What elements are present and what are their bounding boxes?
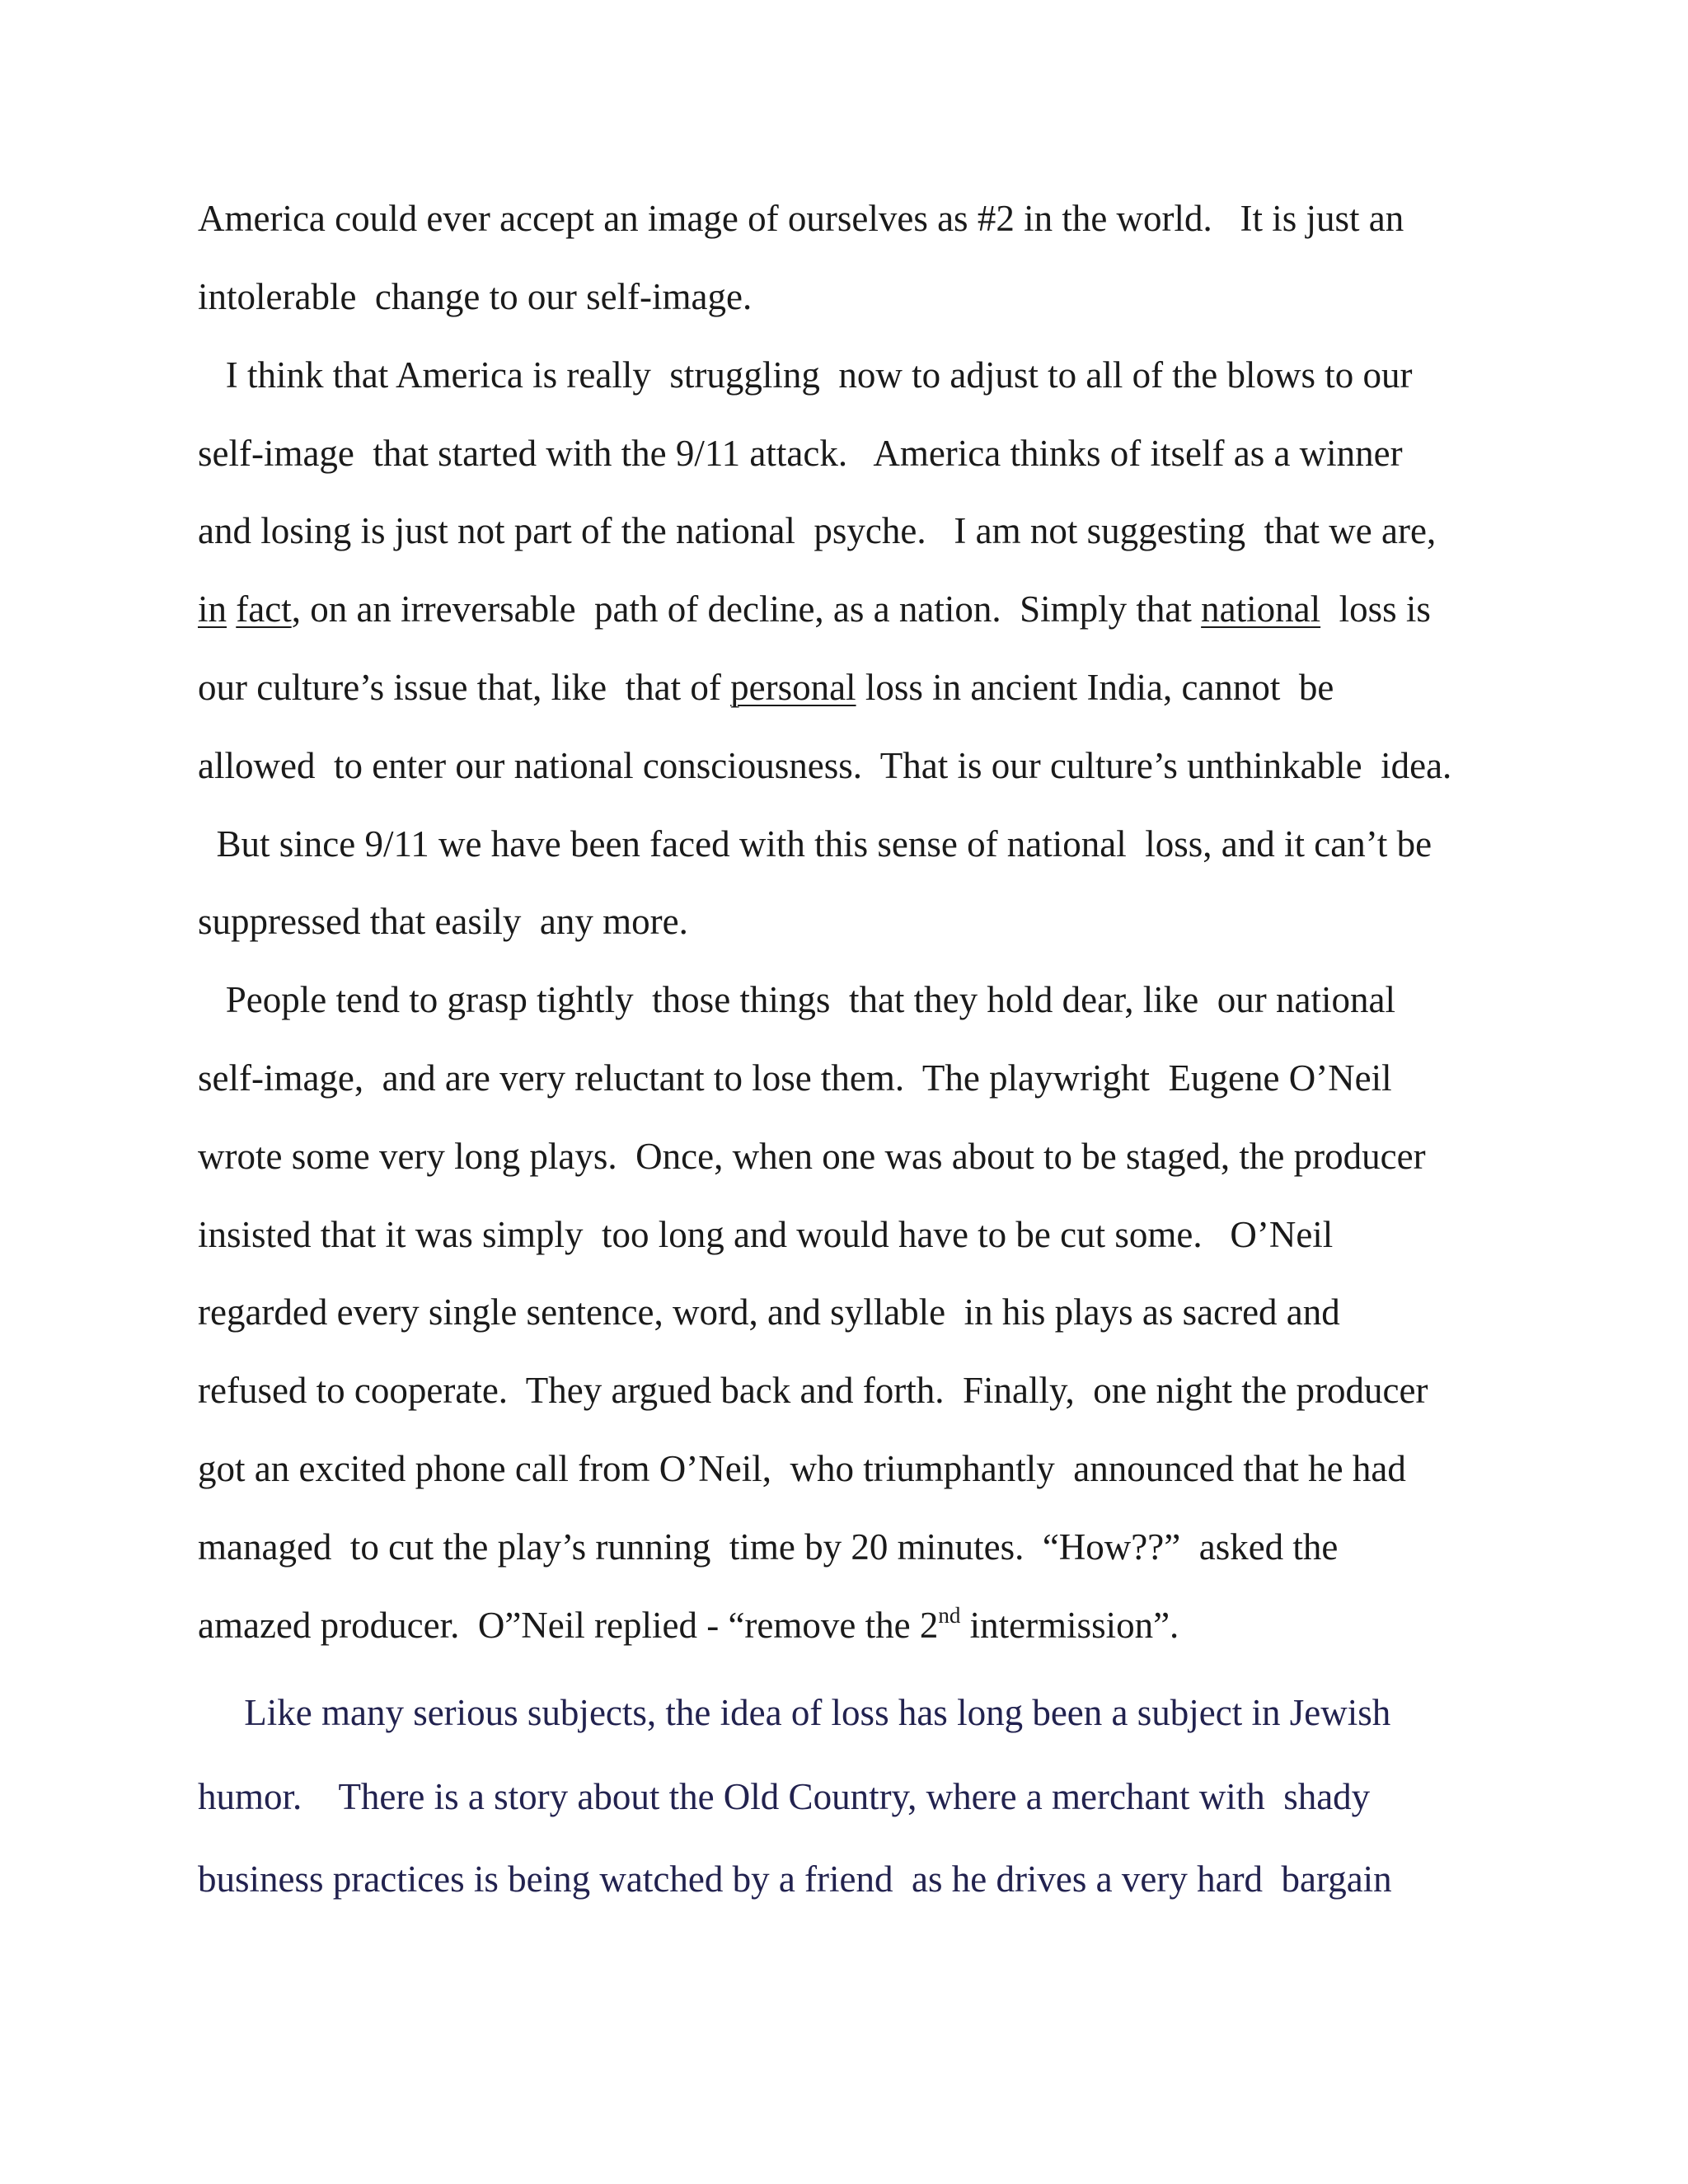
text-line: allowed to enter our national consciousness. That is our culture’s unthinkable idea. [198, 745, 1452, 786]
text-line: managed to cut the play’s running time by 20 minutes. “How??” asked the [198, 1526, 1339, 1568]
text-line: insisted that it was simply too long and would have to be cut some. O’Neil [198, 1214, 1334, 1255]
text-line: suppressed that easily any more. [198, 901, 688, 942]
text-line: But since 9/11 we have been faced with this sense of national loss, and it can’t be [198, 823, 1432, 865]
text-line: in fact, on an irreversable path of decline, as a nation. Simply that national loss is [198, 588, 1431, 630]
text-line: intolerable change to our self-image. [198, 276, 753, 317]
text-line: business practices is being watched by a friend as he drives a very hard bargain [198, 1858, 1392, 1900]
text-line: Like many serious subjects, the idea of loss has long been a subject in Jewish [198, 1692, 1391, 1733]
text-line: People tend to grasp tightly those things that they hold dear, like our national [198, 979, 1395, 1020]
text-line: got an excited phone call from O’Neil, who triumphantly announced that he had [198, 1448, 1406, 1489]
text-line: regarded every single sentence, word, and syllable in his plays as sacred and [198, 1291, 1340, 1333]
text-line: humor. There is a story about the Old Country, where a merchant with shady [198, 1776, 1371, 1817]
underlined-word: fact [236, 588, 292, 630]
underlined-word: personal [730, 667, 856, 708]
text-line: our culture’s issue that, like that of personal loss in ancient India, cannot be [198, 667, 1334, 708]
superscript: nd [938, 1603, 961, 1628]
text-line: refused to cooperate. They argued back and forth. Finally, one night the producer [198, 1370, 1428, 1411]
text-line: America could ever accept an image of ourselves as #2 in the world. It is just an [198, 198, 1404, 239]
text-line: and losing is just not part of the national psyche. I am not suggesting that we are, [198, 510, 1437, 551]
text-line: amazed producer. O”Neil replied - “remove the 2nd intermission”. [198, 1603, 1179, 1646]
underlined-word: national [1201, 588, 1321, 630]
underlined-word: in [198, 588, 227, 630]
text-line: wrote some very long plays. Once, when one was about to be staged, the producer [198, 1136, 1426, 1177]
text-line: self-image that started with the 9/11 attack. America thinks of itself as a winner [198, 433, 1403, 474]
text-line: self-image, and are very reluctant to lose them. The playwright Eugene O’Neil [198, 1057, 1392, 1099]
text-line: I think that America is really struggling now to adjust to all of the blows to our [198, 354, 1413, 396]
